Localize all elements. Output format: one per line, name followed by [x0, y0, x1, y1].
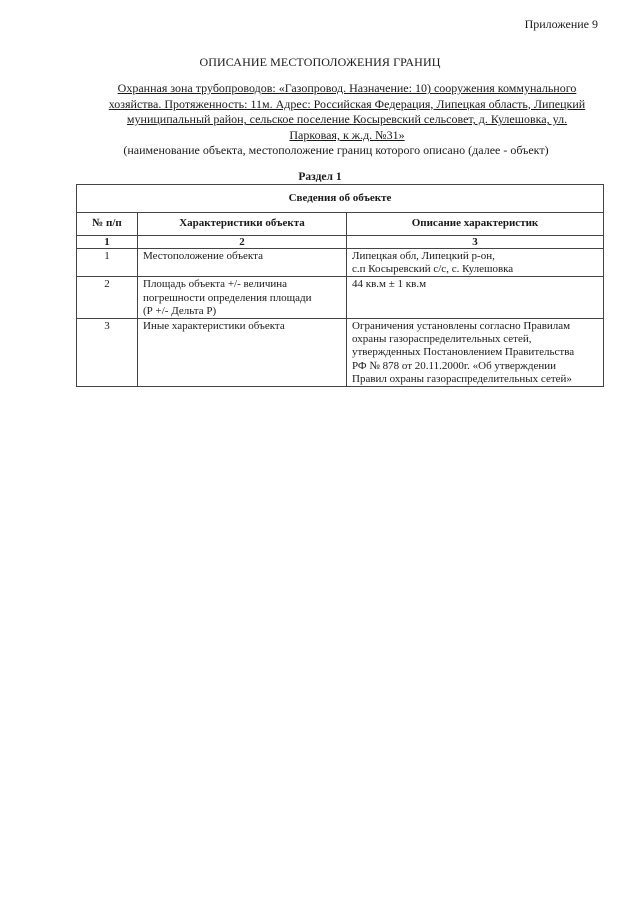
table-row — [77, 249, 604, 277]
column-number-3: 3 — [347, 236, 604, 249]
table-row — [77, 319, 604, 387]
column-number-row — [77, 236, 604, 249]
column-number-2: 2 — [138, 236, 347, 249]
object-name-line-2: хозяйства. Протяженность: 11м. Адрес: Российская Федерация, Липецкая область, Липецкий — [108, 96, 586, 111]
column-number-1: 1 — [77, 236, 138, 249]
column-header-characteristic: Характеристики объекта — [138, 213, 347, 236]
section-title: Раздел 1 — [298, 171, 342, 183]
row-number: 1 — [77, 249, 138, 277]
description-line: охраны газораспределительных сетей, — [352, 333, 532, 346]
characteristic-line: Площадь объекта +/- величина — [143, 278, 288, 291]
row-characteristic — [138, 319, 347, 387]
row-characteristic — [138, 277, 347, 319]
description-line: Правил охраны газораспределительных сетей» — [352, 372, 572, 385]
row-characteristic — [138, 249, 347, 277]
appendix-label: Приложение 9 — [524, 17, 598, 31]
row-number: 2 — [77, 277, 138, 319]
description-line: Липецкая обл, Липецкий р-он, — [352, 250, 495, 262]
object-caption-text: (наименование объекта, местоположение границ которого описано (далее - объект) — [123, 143, 549, 157]
description-line: утвержденных Постановлением Правительства — [352, 346, 575, 359]
row-description — [347, 249, 604, 277]
column-header-description: Описание характеристик — [347, 213, 604, 236]
object-name-line-4: Парковая, к ж.д. №31» — [289, 127, 405, 142]
characteristic-line: (Р +/- Дельта Р) — [143, 304, 217, 317]
table-header-row — [77, 213, 604, 236]
row-number: 3 — [77, 319, 138, 387]
object-name-block — [92, 81, 602, 143]
description-line: с.п Косыревский с/с, с. Кулешовка — [352, 263, 514, 276]
column-header-number: № п/п — [77, 213, 138, 236]
table-caption: Сведения об объекте — [77, 185, 604, 213]
object-info-table — [76, 184, 604, 387]
row-description — [347, 277, 604, 319]
description-line: 44 кв.м ± 1 кв.м — [352, 278, 427, 291]
table-row — [77, 277, 604, 319]
row-description — [347, 319, 604, 387]
description-line: Ограничения установлены согласно Правилам — [352, 320, 571, 333]
table-caption-row — [77, 185, 604, 213]
characteristic-line: Местоположение объекта — [143, 250, 263, 262]
object-caption — [76, 143, 596, 158]
document-title: ОПИСАНИЕ МЕСТОПОЛОЖЕНИЯ ГРАНИЦ — [199, 55, 441, 69]
description-line: РФ № 878 от 20.11.2000г. «Об утверждении — [352, 359, 556, 372]
characteristic-line: Иные характеристики объекта — [143, 320, 285, 333]
object-name-line-1: Охранная зона трубопроводов: «Газопровод. Назначение: 10) сооружения коммунального — [117, 81, 577, 95]
object-name-line-3: муниципальный район, сельское поселение Косыревский сельсовет, д. Кулешовка, ул. — [126, 112, 568, 127]
characteristic-line: погрешности определения площади — [143, 291, 312, 304]
